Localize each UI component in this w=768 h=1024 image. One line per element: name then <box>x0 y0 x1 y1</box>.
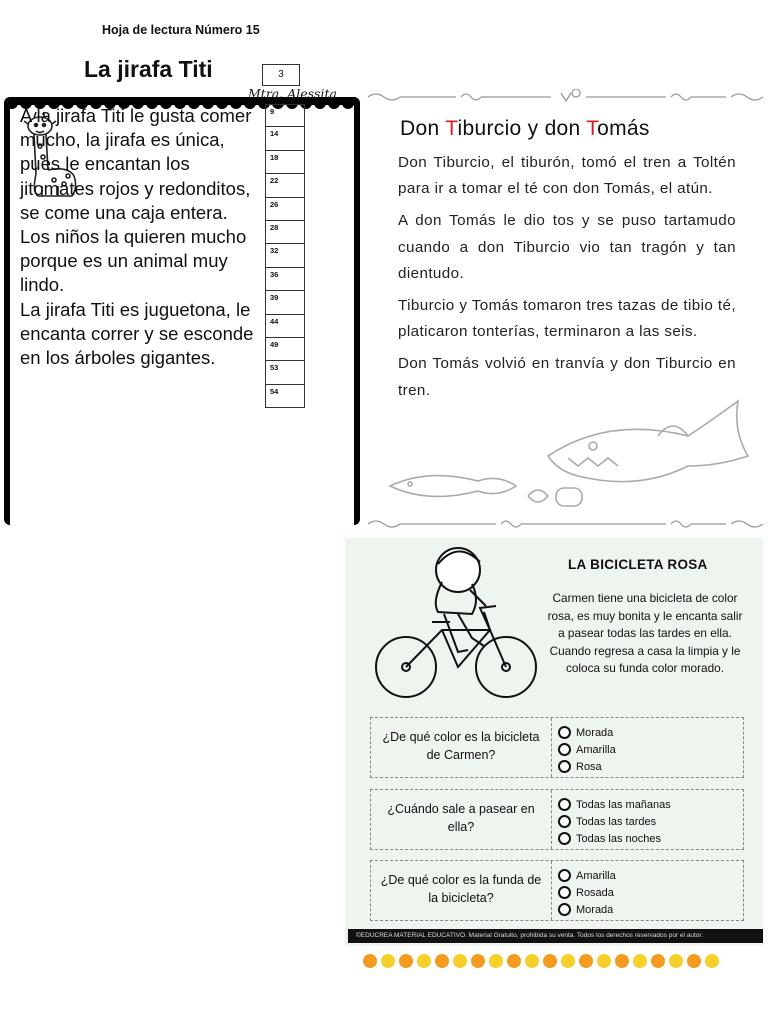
question-3-options <box>558 867 616 918</box>
bicicleta-story: Carmen tiene una bicicleta de color rosa, es muy bonita y le encanta salir a pasear todas las tardes en ella. Cuando regresa a casa la limpia y le coloca su funda color morado. <box>547 591 743 675</box>
word-count-cell: 49 <box>265 338 305 361</box>
word-count-cell: 36 <box>265 268 305 291</box>
question-divider <box>551 790 552 849</box>
word-count-cell: 9 <box>265 104 305 127</box>
answer-option-label: Rosada <box>576 886 614 899</box>
question-2-text: ¿Cuándo sale a pasear en ella? <box>387 802 535 834</box>
answer-option[interactable] <box>558 741 616 758</box>
copyright-footer: ©EDUCREA MATERIAL EDUCATIVO. Material Gratuito, prohibida su venta. Todos los derechos reservados por el autor. <box>348 929 763 943</box>
answer-option-label: Morada <box>576 726 614 739</box>
answer-option[interactable] <box>558 884 616 901</box>
answer-option[interactable] <box>558 830 671 847</box>
radio-circle-icon[interactable] <box>558 832 571 845</box>
ornament-border-bottom <box>366 516 766 532</box>
word-count-cell: 22 <box>265 174 305 197</box>
answer-option[interactable] <box>558 901 616 918</box>
word-count-cell: 53 <box>265 361 305 384</box>
answer-option-label: Todas las mañanas <box>576 798 671 811</box>
jirafa-paragraph-1: A la jirafa Titi le gusta comer mucho, la jirafa es única, pues le encantan los jitomates rojos y redonditos, se come una caja entera. <box>20 105 252 223</box>
bicicleta-title: LA BICICLETA ROSA <box>568 557 708 572</box>
answer-option-label: Todas las noches <box>576 832 661 845</box>
title-part: iburcio y don <box>457 117 587 140</box>
tiburcio-story <box>398 150 736 410</box>
radio-circle-icon[interactable] <box>558 726 571 739</box>
word-count-cell: 28 <box>265 221 305 244</box>
jirafa-paragraph-2: Los niños la quieren mucho porque es un animal muy lindo. <box>20 226 247 296</box>
tiburcio-paragraph-4: Don Tomás volvió en tranvía y don Tiburcio en tren. <box>398 355 736 399</box>
question-1-box <box>370 717 744 778</box>
tiburcio-paragraph-1: Don Tiburcio, el tiburón, tomó el tren a Toltén para ir a tomar el té con don Tomás, el atún. <box>398 154 736 198</box>
word-count-cell: 39 <box>265 291 305 314</box>
sheet-number-label: Hoja de lectura Número 15 <box>102 23 260 37</box>
word-count-cell: 26 <box>265 198 305 221</box>
word-count-cell: 18 <box>265 151 305 174</box>
radio-circle-icon[interactable] <box>558 903 571 916</box>
word-count-cell: 54 <box>265 385 305 408</box>
ornament-border-top <box>366 89 766 105</box>
question-1-text: ¿De qué color es la bicicleta de Carmen? <box>382 730 540 762</box>
answer-option-label: Todas las tardes <box>576 815 657 828</box>
tiburcio-paragraph-3: Tiburcio y Tomás tomaron tres tazas de tibio té, platicaron tonterías, terminaron a las seis. <box>398 297 736 341</box>
girl-on-bicycle-illustration <box>372 542 542 707</box>
title-red-letter: T <box>586 117 598 140</box>
answer-option-label: Amarilla <box>576 743 616 756</box>
radio-circle-icon[interactable] <box>558 886 571 899</box>
answer-option-label: Rosa <box>576 760 602 773</box>
tiburcio-paragraph-2: A don Tomás le dio tos y se puso tartamudo cuando a don Tiburcio vio tan tragón y tan dientudo. <box>398 212 736 282</box>
radio-circle-icon[interactable] <box>558 760 571 773</box>
tiburcio-title <box>400 117 650 141</box>
word-count-cell: 44 <box>265 315 305 338</box>
title-part: omás <box>597 117 650 140</box>
jirafa-paragraph-3: La jirafa Titi es juguetona, le encanta correr y se esconde en los árboles gigantes. <box>20 298 254 369</box>
answer-option[interactable] <box>558 796 671 813</box>
question-divider <box>551 718 552 777</box>
answer-option[interactable] <box>558 724 616 741</box>
answer-option[interactable] <box>558 813 671 830</box>
question-divider <box>551 861 552 920</box>
question-1-options <box>558 724 616 775</box>
question-2-options <box>558 796 671 847</box>
answer-option[interactable] <box>558 758 616 775</box>
word-count-cell: 14 <box>265 127 305 150</box>
teacher-signature: Mtra. Alessita <box>248 86 337 101</box>
word-count-cell: 32 <box>265 244 305 267</box>
decorative-dot-border <box>362 951 732 971</box>
question-2-box <box>370 789 744 850</box>
jirafa-title: La jirafa Titi <box>84 56 213 82</box>
question-3-box <box>370 860 744 921</box>
radio-circle-icon[interactable] <box>558 743 571 756</box>
shark-and-tuna-illustration <box>388 396 764 526</box>
answer-option-label: Morada <box>576 903 614 916</box>
answer-option[interactable] <box>558 867 616 884</box>
title-red-letter: T <box>445 117 458 140</box>
radio-circle-icon[interactable] <box>558 798 571 811</box>
score-box: 3 <box>262 64 300 86</box>
question-3-text: ¿De qué color es la funda de la bicicleta? <box>380 873 542 905</box>
answer-option-label: Amarilla <box>576 869 616 882</box>
jirafa-story <box>20 104 268 370</box>
title-part: Don <box>400 117 446 140</box>
radio-circle-icon[interactable] <box>558 815 571 828</box>
radio-circle-icon[interactable] <box>558 869 571 882</box>
word-count-column <box>265 104 305 408</box>
